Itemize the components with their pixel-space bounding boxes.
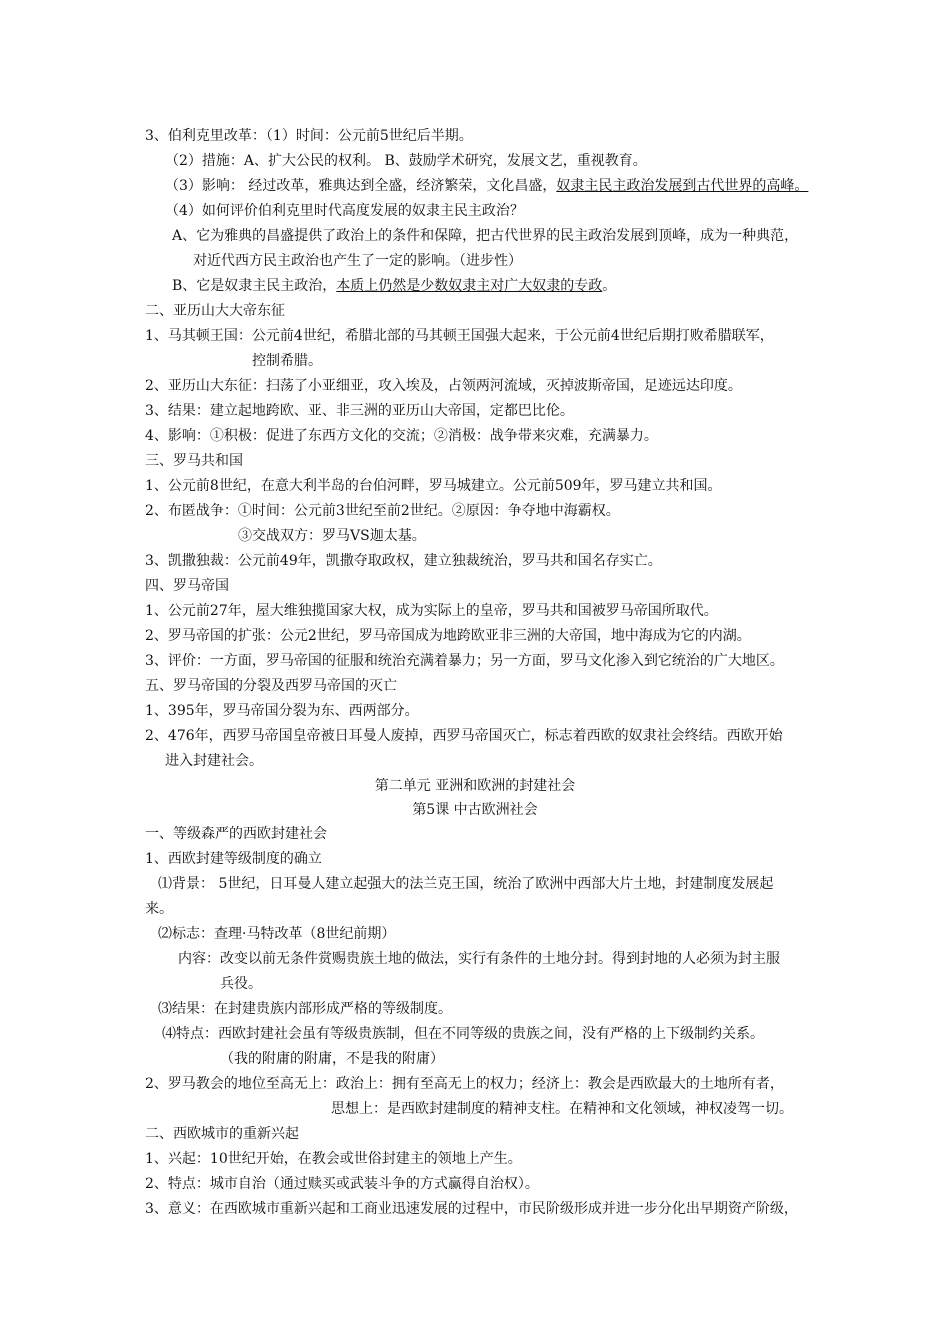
line-fall-cont: 进入封建社会。	[165, 753, 263, 769]
line-alexander: 2、亚历山大东征：扫荡了小亚细亚，攻入埃及，占领两河流域，灭掉波斯帝国，足迹远达印度。	[145, 378, 742, 394]
line-answer-b	[172, 276, 616, 296]
line-evaluation: 3、评价：一方面，罗马帝国的征服和统治充满着暴力；另一方面，罗马文化渗入到它统治的广大地区。	[145, 653, 784, 669]
line-church: 2、罗马教会的地位至高无上：政治上：拥有至高无上的权力；经济上：教会是西欧最大的土地所有者，	[145, 1076, 784, 1092]
line-answer-a: A、它为雅典的昌盛提供了政治上的条件和保障，把古代世界的民主政治发展到顶峰，成为一种典范，	[172, 228, 799, 244]
line-macedon: 1、马其顿王国：公元前4世纪，希腊北部的马其顿王国强大起来，于公元前4世纪后期打败希腊联军，	[145, 328, 774, 344]
answer-b-underlined: 本质上仍然是少数奴隶主对广大奴隶的专政	[336, 278, 603, 294]
line-features-note: （我的附庸的附庸，不是我的附庸）	[220, 1051, 444, 1067]
line-background: ⑴背景： 5世纪，日耳曼人建立起强大的法兰克王国，统治了欧洲中西部大片土地，封建制度发展起	[158, 876, 774, 892]
section-heading: 二、西欧城市的重新兴起	[145, 1126, 299, 1142]
line-punic-wars: 2、布匿战争：①时间：公元前3世纪至前2世纪。②原因：争夺地中海霸权。	[145, 503, 620, 519]
line-pericles-reform: 3、伯利克里改革：（1）时间：公元前5世纪后半期。	[145, 128, 473, 144]
line-city-rise: 1、兴起：10世纪开始，在教会或世俗封建主的领地上产生。	[145, 1151, 522, 1167]
line-impact	[165, 176, 808, 196]
section-heading: 三、罗马共和国	[145, 453, 243, 469]
line-result: 3、结果：建立起地跨欧、亚、非三洲的亚历山大帝国，定都巴比伦。	[145, 403, 574, 419]
line-background-cont: 来。	[145, 901, 173, 917]
section-heading: 二、亚历山大大帝东征	[145, 303, 285, 319]
lesson-title: 第5课 中古欧洲社会	[412, 802, 538, 818]
line-caesar: 3、凯撒独裁：公元前49年，凯撒夺取政权，建立独裁统治，罗马共和国名存实亡。	[145, 553, 662, 569]
line-fall: 2、476年，西罗马帝国皇帝被日耳曼人废掉，西罗马帝国灭亡，标志着西欧的奴隶社会终结。西欧开始	[145, 728, 783, 744]
line-content-cont: 兵役。	[220, 976, 262, 992]
line-split: 1、395年，罗马帝国分裂为东、西两部分。	[145, 703, 419, 719]
line-answer-a-cont: 对近代西方民主政治也产生了一定的影响。（进步性）	[193, 253, 522, 269]
line-expansion: 2、罗马帝国的扩张：公元2世纪，罗马帝国成为地跨欧亚非三洲的大帝国，地中海成为它的内湖。	[145, 628, 751, 644]
line-question: （4）如何评价伯利克里时代高度发展的奴隶主民主政治？	[165, 203, 524, 219]
line-city-feature: 2、特点：城市自治（通过赎买或武装斗争的方式赢得自治权）。	[145, 1176, 539, 1192]
impact-text: （3）影响： 经过改革，雅典达到全盛，经济繁荣，文化昌盛，	[165, 178, 557, 194]
answer-b-text: B、它是奴隶主民主政治，	[172, 278, 337, 294]
line-punic-wars-sides: ③交战双方：罗马VS迦太基。	[238, 528, 426, 544]
line-sign: ⑵标志：查理·马特改革（8世纪前期）	[158, 926, 396, 942]
line-macedon-cont: 控制希腊。	[252, 353, 322, 369]
line-church-cont: 思想上：是西欧封建制度的精神支柱。在精神和文化领域，神权凌驾一切。	[331, 1101, 793, 1117]
line-feudal-hierarchy: 1、西欧封建等级制度的确立	[145, 851, 322, 867]
line-features: ⑷特点：西欧封建社会虽有等级贵族制，但在不同等级的贵族之间，没有严格的上下级制约关系。	[162, 1026, 764, 1042]
section-heading: 四、罗马帝国	[145, 578, 229, 594]
section-heading: 五、罗马帝国的分裂及西罗马帝国的灭亡	[145, 678, 397, 694]
line-octavian: 1、公元前27年，屋大维独揽国家大权，成为实际上的皇帝，罗马共和国被罗马帝国所取代。	[145, 603, 718, 619]
line-measures: （2）措施：A、扩大公民的权利。 B、鼓励学术研究，发展文艺，重视教育。	[165, 153, 647, 169]
line-city-significance: 3、意义：在西欧城市重新兴起和工商业迅速发展的过程中，市民阶级形成并进一步分化出早期资产阶级，	[145, 1201, 798, 1217]
line-influence: 4、影响：①积极：促进了东西方文化的交流；②消极：战争带来灾难，充满暴力。	[145, 428, 658, 444]
unit-title: 第二单元 亚洲和欧洲的封建社会	[374, 778, 576, 794]
line-rome-founded: 1、公元前8世纪，在意大利半岛的台伯河畔，罗马城建立。公元前509年，罗马建立共和国。	[145, 478, 722, 494]
answer-b-end: 。	[602, 278, 617, 294]
line-content: 内容：改变以前无条件赏赐贵族土地的做法，实行有条件的土地分封。得到封地的人必须为封主服	[178, 951, 780, 967]
section-heading: 一、等级森严的西欧封建社会	[145, 826, 327, 842]
line-outcome: ⑶结果：在封建贵族内部形成严格的等级制度。	[158, 1001, 452, 1017]
impact-underlined: 奴隶主民主政治发展到古代世界的高峰。	[556, 178, 809, 194]
